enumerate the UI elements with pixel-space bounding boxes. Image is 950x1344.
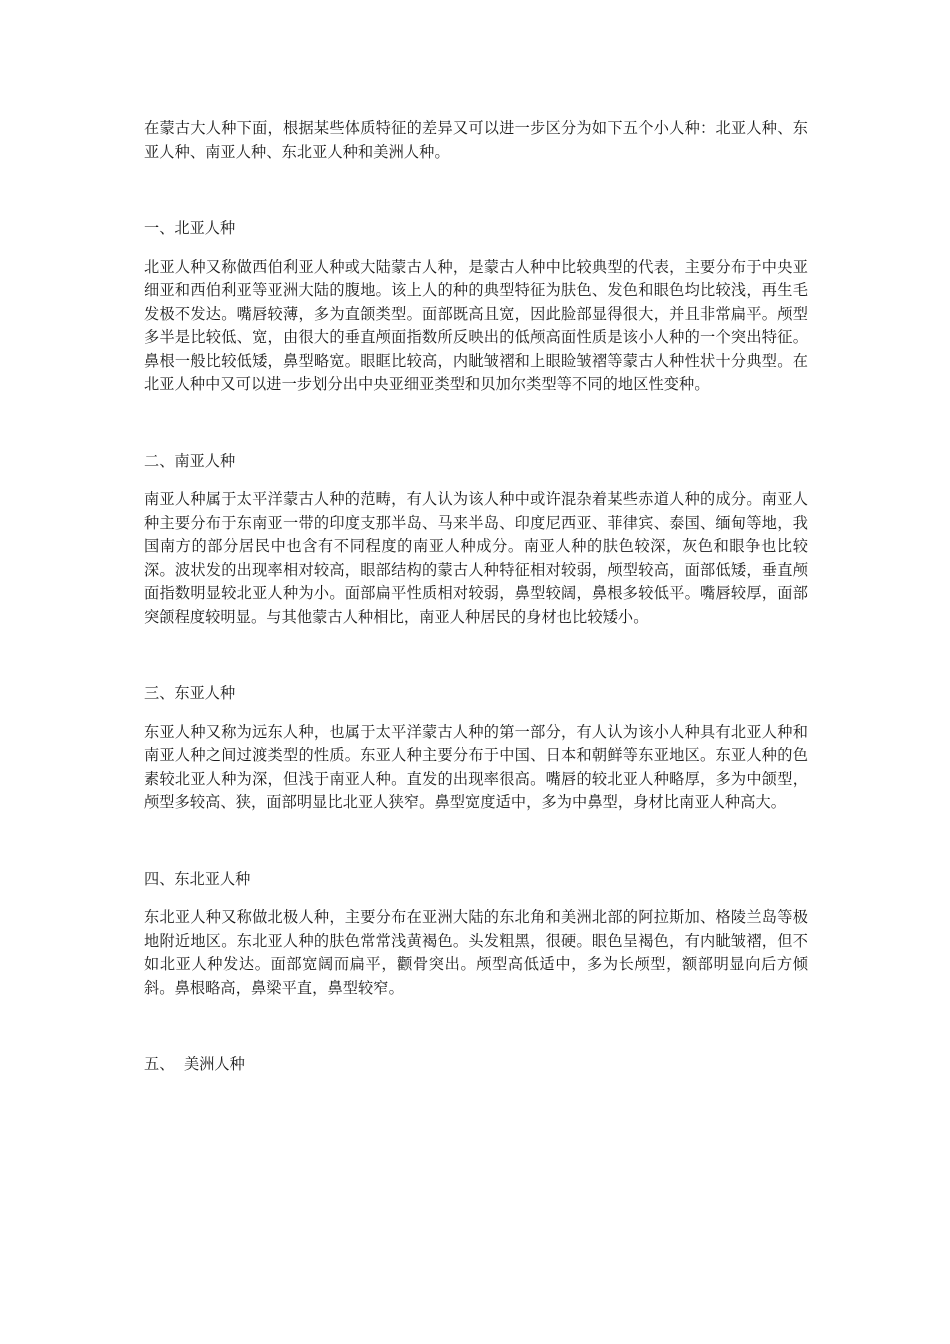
- section-heading-northeast-asian: 四、东北亚人种: [144, 869, 251, 888]
- section-body-north-asian: 北亚人种又称做西伯利亚人种或大陆蒙古人种，是蒙古人种中比较典型的代表，主要分布于中央亚细亚和西伯利亚等亚洲大陆的腹地。该上人的种的典型特征为肤色、发色和眼色均比较浅，再生毛发极不发达。嘴唇较薄，多为直颌类型。面部既高且宽，因此脸部显得很大，并且非常扁平。颅型多半是比较低、宽，由很大的垂直颅面指数所反映出的低颅高面性质是该小人种的一个突出特征。鼻根一般比较低矮，鼻型略宽。眼眶比较高，内眦皱褶和上眼睑皱褶等蒙古人种性状十分典型。在北亚人种中又可以进一步划分出中央亚细亚类型和贝加尔类型等不同的地区性变种。: [144, 257, 808, 393]
- section-heading-american: 五、 美洲人种: [144, 1055, 245, 1073]
- section-heading-east-asian: 三、东亚人种: [144, 684, 236, 702]
- section-heading-north-asian: 一、北亚人种: [144, 219, 236, 237]
- spacer: [144, 629, 808, 682]
- section-body-east-asian: 东亚人种又称为远东人种，也属于太平洋蒙古人种的第一部分，有人认为该小人种具有北亚人种和南亚人种之间过渡类型的性质。东亚人种主要分布于中国、日本和朝鲜等东亚地区。东亚人种的色素较北亚人种为深，但浅于南亚人种。直发的出现率很高。嘴唇的较北亚人种略厚，多为中颌型，颅型多较高、狭，面部明显比北亚人狭窄。鼻型宽度适中，多为中鼻型，身材比南亚人种高大。: [144, 722, 808, 811]
- spacer: [144, 1000, 808, 1053]
- section-body-northeast-asian: 东北亚人种又称做北极人种，主要分布在亚洲大陆的东北角和美洲北部的阿拉斯加、格陵兰岛等极地附近地区。东北亚人种的肤色常常浅黄褐色。头发粗黑，很硬。眼色呈褐色，有内眦皱褶，但不如北亚人种发达。面部宽阔而扁平，颧骨突出。颅型高低适中，多为长颅型，额部明显向后方倾斜。鼻根略高，鼻梁平直，鼻型较窄。: [144, 908, 808, 997]
- section-body-south-asian: 南亚人种属于太平洋蒙古人种的范畴，有人认为该人种中或许混杂着某些赤道人种的成分。南亚人种主要分布于东南亚一带的印度支那半岛、马来半岛、印度尼西亚、菲律宾、泰国、缅甸等地，我国南方的部分居民中也含有不同程度的南亚人种成分。南亚人种的肤色较深，灰色和眼争也比较深。波状发的出现率相对较高，眼部结构的蒙古人种特征相对较弱，颅型较高，面部低矮，垂直颅面指数明显较北亚人种为小。面部扁平性质相对较弱，鼻型较阔，鼻根多较低平。嘴唇较厚，面部突颌程度较明显。与其他蒙古人种相比，南亚人种居民的身材也比较矮小。: [144, 490, 808, 626]
- spacer: [144, 891, 808, 906]
- spacer: [144, 473, 808, 488]
- spacer: [144, 815, 808, 868]
- intro-paragraph: 在蒙古大人种下面，根据某些体质特征的差异又可以进一步区分为如下五个小人种：北亚人种、东亚人种、南亚人种、东北亚人种和美洲人种。: [144, 119, 808, 161]
- section-heading-south-asian: 二、南亚人种: [144, 451, 236, 470]
- document-page: [144, 112, 808, 1077]
- spacer: [144, 706, 808, 721]
- spacer: [144, 164, 808, 217]
- spacer: [144, 241, 808, 256]
- spacer: [144, 397, 808, 450]
